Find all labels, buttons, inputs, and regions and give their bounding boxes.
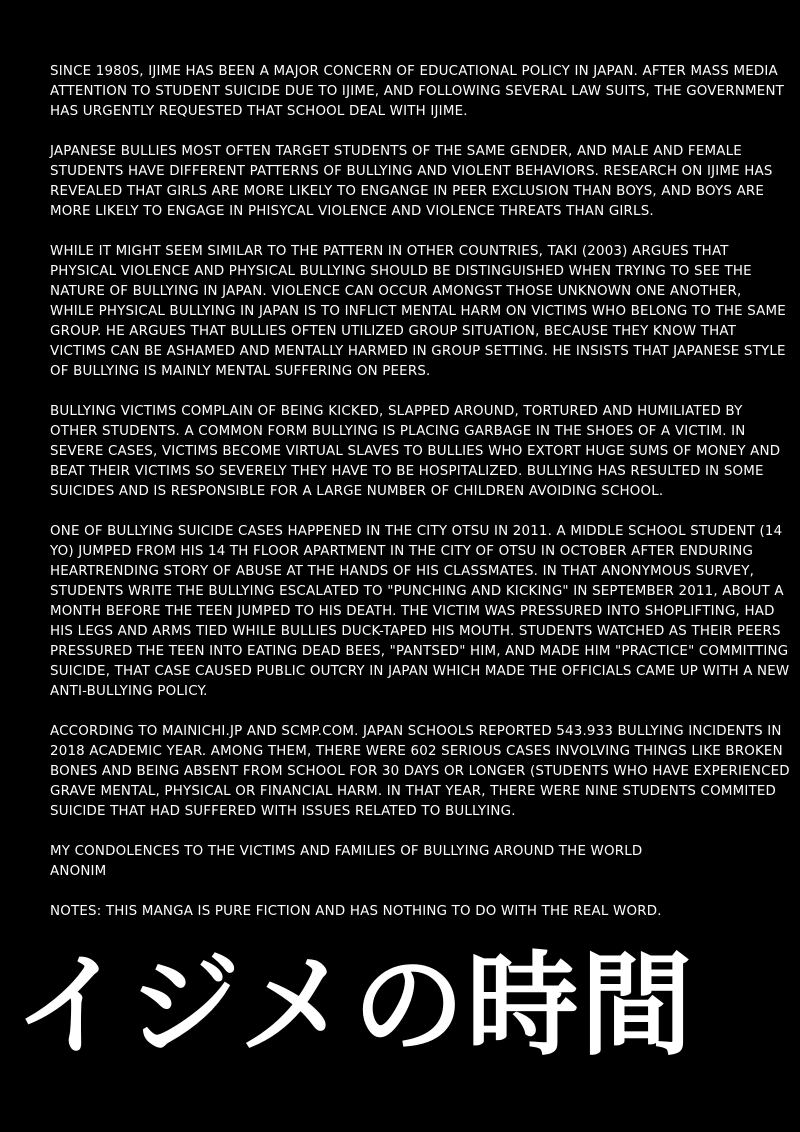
- author-name: ANONIM: [50, 864, 107, 879]
- condolences-line: MY CONDOLENCES TO THE VICTIMS AND FAMILIES OF BULLYING AROUND THE WORLD: [50, 844, 643, 859]
- paragraph-gender-patterns: JAPANESE BULLIES MOST OFTEN TARGET STUDENTS OF THE SAME GENDER, AND MALE AND FEMALE STUDENTS HAVE DIFFERENT PATTERNS OF BULLYING AND VIOLENT BEHAVIORS. RESEARCH ON IJIME HAS REVEALED THAT GIRLS ARE MORE LIKELY TO ENGANGE IN PEER EXCLUSION THAN BOYS, AND BOYS ARE MORE LIKELY TO ENGAGE IN PHISYCAL VIOLENCE AND VIOLENCE THREATS THAN GIRLS.: [50, 144, 773, 219]
- page-title: イジメの時間: [14, 941, 695, 1071]
- paragraph-history: SINCE 1980S, IJIME HAS BEEN A MAJOR CONCERN OF EDUCATIONAL POLICY IN JAPAN. AFTER MASS MEDIA ATTENTION TO STUDENT SUICIDE DUE TO IJIME, AND FOLLOWING SEVERAL LAW SUITS, THE GOVERNMENT HAS URGENTLY REQUESTED THAT SCHOOL DEAL WITH IJIME.: [50, 64, 785, 119]
- notes: NOTES: THIS MANGA IS PURE FICTION AND HAS NOTHING TO DO WITH THE REAL WORD.: [50, 904, 662, 919]
- signature: [50, 842, 790, 882]
- text-block: [50, 62, 790, 942]
- paragraph-statistics: ACCORDING TO MAINICHI.JP AND SCMP.COM. JAPAN SCHOOLS REPORTED 543.933 BULLYING INCIDENTS IN 2018 ACADEMIC YEAR. AMONG THEM, THERE WERE 602 SERIOUS CASES INVOLVING THINGS LIKE BROKEN BONES AND BEING ABSENT FROM SCHOOL FOR 30 DAYS OR LONGER (STUDENTS WHO HAVE EXPERIENCED GRAVE MENTAL, PHYSICAL OR FINANCIAL HARM. IN THAT YEAR, THERE WERE NINE STUDENTS COMMITED SUICIDE THAT HAD SUFFERED WITH ISSUES RELATED TO BULLYING.: [50, 724, 790, 819]
- paragraph-otsu-case: ONE OF BULLYING SUICIDE CASES HAPPENED IN THE CITY OTSU IN 2011. A MIDDLE SCHOOL STUDENT (14 YO) JUMPED FROM HIS 14 TH FLOOR APARTMENT IN THE CITY OF OTSU IN OCTOBER AFTER ENDURING HEARTRENDING STORY OF ABUSE AT THE HANDS OF HIS CLASSMATES. IN THAT ANONYMOUS SURVEY, STUDENTS WRITE THE BULLYING ESCALATED TO "PUNCHING AND KICKING" IN SEPTEMBER 2011, ABOUT A MONTH BEFORE THE TEEN JUMPED TO HIS DEATH. THE VICTIM WAS PRESSURED INTO SHOPLIFTING, HAD HIS LEGS AND ARMS TIED WHILE BULLIES DUCK-TAPED HIS MOUTH. STUDENTS WATCHED AS THEIR PEERS PRESSURED THE TEEN INTO EATING DEAD BEES, "PANTSED" HIM, AND MADE HIM "PRACTICE" COMMITTING SUICIDE, THAT CASE CAUSED PUBLIC OUTCRY IN JAPAN WHICH MADE THE OFFICIALS CAME UP WITH A NEW ANTI-BULLYING POLICY.: [50, 524, 790, 699]
- paragraph-taki-argument: WHILE IT MIGHT SEEM SIMILAR TO THE PATTERN IN OTHER COUNTRIES, TAKI (2003) ARGUES THAT PHYSICAL VIOLENCE AND PHYSICAL BULLYING SHOULD BE DISTINGUISHED WHEN TRYING TO SEE THE NATURE OF BULLYING IN JAPAN. VIOLENCE CAN OCCUR AMONGST THOSE UNKNOWN ONE ANOTHER, WHILE PHYSICAL BULLYING IN JAPAN IS TO INFLICT MENTAL HARM ON VICTIMS WHO BELONG TO THE SAME GROUP. HE ARGUES THAT BULLIES OFTEN UTILIZED GROUP SITUATION, BECAUSE THEY KNOW THAT VICTIMS CAN BE ASHAMED AND MENTALLY HARMED IN GROUP SETTING. HE INSISTS THAT JAPANESE STYLE OF BULLYING IS MAINLY MENTAL SUFFERING ON PEERS.: [50, 244, 786, 379]
- paragraph-victim-complaints: BULLYING VICTIMS COMPLAIN OF BEING KICKED, SLAPPED AROUND, TORTURED AND HUMILIATED BY OTHER STUDENTS. A COMMON FORM BULLYING IS PLACING GARBAGE IN THE SHOES OF A VICTIM. IN SEVERE CASES, VICTIMS BECOME VIRTUAL SLAVES TO BULLIES WHO EXTORT HUGE SUMS OF MONEY AND BEAT THEIR VICTIMS SO SEVERELY THEY HAVE TO BE HOSPITALIZED. BULLYING HAS RESULTED IN SOME SUICIDES AND IS RESPONSIBLE FOR A LARGE NUMBER OF CHILDREN AVOIDING SCHOOL.: [50, 404, 781, 499]
